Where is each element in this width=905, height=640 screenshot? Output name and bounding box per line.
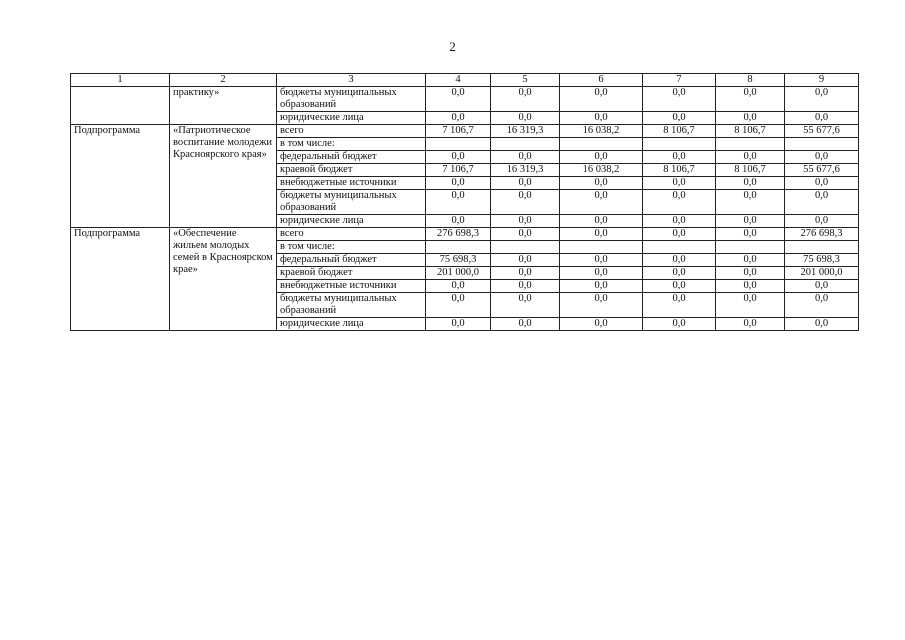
value-cell: 55 677,6 [785, 125, 859, 138]
value-cell [560, 241, 643, 254]
value-cell: 16 038,2 [560, 164, 643, 177]
value-cell: 8 106,7 [716, 164, 785, 177]
value-cell: 0,0 [643, 280, 716, 293]
funding-source: юридические лица [277, 215, 426, 228]
subprogram-type: Подпрограмма [71, 228, 170, 331]
funding-source: краевой бюджет [277, 164, 426, 177]
value-cell: 0,0 [491, 190, 560, 215]
value-cell: 0,0 [560, 280, 643, 293]
value-cell: 0,0 [426, 190, 491, 215]
value-cell: 0,0 [716, 267, 785, 280]
value-cell: 0,0 [643, 112, 716, 125]
value-cell: 0,0 [643, 87, 716, 112]
table-row [71, 125, 859, 138]
value-cell: 0,0 [785, 280, 859, 293]
value-cell: 0,0 [643, 254, 716, 267]
funding-source: внебюджетные источники [277, 280, 426, 293]
value-cell: 0,0 [785, 87, 859, 112]
value-cell: 16 038,2 [560, 125, 643, 138]
value-cell: 0,0 [426, 280, 491, 293]
value-cell: 0,0 [491, 112, 560, 125]
value-cell: 16 319,3 [491, 164, 560, 177]
header-row [71, 74, 859, 87]
table-row [71, 228, 859, 241]
value-cell: 0,0 [785, 112, 859, 125]
value-cell: 0,0 [426, 215, 491, 228]
value-cell: 276 698,3 [426, 228, 491, 241]
value-cell [491, 241, 560, 254]
value-cell: 0,0 [491, 318, 560, 331]
value-cell: 0,0 [643, 215, 716, 228]
value-cell: 0,0 [560, 254, 643, 267]
value-cell: 75 698,3 [785, 254, 859, 267]
value-cell [491, 138, 560, 151]
value-cell: 0,0 [560, 151, 643, 164]
value-cell [560, 138, 643, 151]
column-header: 1 [71, 74, 170, 87]
value-cell: 0,0 [560, 87, 643, 112]
value-cell: 0,0 [643, 177, 716, 190]
value-cell: 0,0 [491, 151, 560, 164]
value-cell: 0,0 [643, 151, 716, 164]
value-cell: 0,0 [491, 254, 560, 267]
funding-source: федеральный бюджет [277, 151, 426, 164]
value-cell: 0,0 [785, 293, 859, 318]
value-cell: 0,0 [716, 190, 785, 215]
value-cell: 0,0 [785, 151, 859, 164]
value-cell: 0,0 [643, 267, 716, 280]
value-cell: 0,0 [491, 87, 560, 112]
value-cell: 0,0 [785, 215, 859, 228]
value-cell [643, 241, 716, 254]
value-cell: 0,0 [643, 318, 716, 331]
value-cell: 0,0 [785, 318, 859, 331]
funding-source: бюджеты муниципальных образований [277, 87, 426, 112]
value-cell: 0,0 [716, 318, 785, 331]
value-cell: 0,0 [491, 267, 560, 280]
value-cell [426, 241, 491, 254]
value-cell: 16 319,3 [491, 125, 560, 138]
column-header: 8 [716, 74, 785, 87]
table-row [71, 87, 859, 112]
value-cell: 0,0 [716, 87, 785, 112]
value-cell: 0,0 [560, 190, 643, 215]
value-cell: 0,0 [716, 254, 785, 267]
value-cell: 276 698,3 [785, 228, 859, 241]
funding-source: всего [277, 228, 426, 241]
value-cell: 0,0 [716, 280, 785, 293]
funding-source: бюджеты муниципальных образований [277, 293, 426, 318]
column-header: 2 [170, 74, 277, 87]
value-cell [716, 138, 785, 151]
value-cell: 0,0 [785, 177, 859, 190]
value-cell: 0,0 [560, 267, 643, 280]
value-cell: 201 000,0 [426, 267, 491, 280]
value-cell: 8 106,7 [643, 125, 716, 138]
value-cell: 0,0 [491, 228, 560, 241]
funding-source: федеральный бюджет [277, 254, 426, 267]
value-cell: 8 106,7 [643, 164, 716, 177]
value-cell: 0,0 [560, 215, 643, 228]
value-cell [643, 138, 716, 151]
value-cell: 0,0 [560, 293, 643, 318]
subprogram-name: «Обеспечение жильем молодых семей в Красноярском крае» [170, 228, 277, 331]
page-number: 2 [449, 39, 456, 54]
funding-source: юридические лица [277, 112, 426, 125]
column-header: 6 [560, 74, 643, 87]
column-header: 4 [426, 74, 491, 87]
subprogram-name: практику» [170, 87, 277, 125]
value-cell: 7 106,7 [426, 164, 491, 177]
subprogram-type [71, 87, 170, 125]
value-cell: 0,0 [560, 318, 643, 331]
value-cell: 0,0 [426, 177, 491, 190]
funding-source: в том числе: [277, 138, 426, 151]
value-cell: 0,0 [643, 228, 716, 241]
value-cell: 0,0 [491, 293, 560, 318]
value-cell: 0,0 [716, 177, 785, 190]
funding-source: внебюджетные источники [277, 177, 426, 190]
value-cell: 0,0 [716, 151, 785, 164]
value-cell: 0,0 [491, 280, 560, 293]
value-cell: 0,0 [426, 87, 491, 112]
value-cell: 0,0 [426, 293, 491, 318]
value-cell: 0,0 [491, 177, 560, 190]
value-cell: 0,0 [426, 151, 491, 164]
funding-source: в том числе: [277, 241, 426, 254]
column-header: 3 [277, 74, 426, 87]
value-cell: 0,0 [716, 228, 785, 241]
value-cell: 0,0 [491, 215, 560, 228]
value-cell: 75 698,3 [426, 254, 491, 267]
value-cell: 201 000,0 [785, 267, 859, 280]
value-cell: 0,0 [560, 228, 643, 241]
value-cell: 8 106,7 [716, 125, 785, 138]
value-cell: 55 677,6 [785, 164, 859, 177]
value-cell: 0,0 [716, 293, 785, 318]
subprogram-type: Подпрограмма [71, 125, 170, 228]
budget-table [70, 73, 859, 331]
funding-source: бюджеты муниципальных образований [277, 190, 426, 215]
column-header: 5 [491, 74, 560, 87]
column-header: 7 [643, 74, 716, 87]
column-header: 9 [785, 74, 859, 87]
funding-source: краевой бюджет [277, 267, 426, 280]
value-cell: 7 106,7 [426, 125, 491, 138]
value-cell: 0,0 [426, 318, 491, 331]
funding-source: всего [277, 125, 426, 138]
value-cell [785, 138, 859, 151]
value-cell: 0,0 [560, 177, 643, 190]
value-cell [785, 241, 859, 254]
value-cell [426, 138, 491, 151]
value-cell [716, 241, 785, 254]
value-cell: 0,0 [785, 190, 859, 215]
funding-source: юридические лица [277, 318, 426, 331]
value-cell: 0,0 [716, 112, 785, 125]
value-cell: 0,0 [643, 190, 716, 215]
value-cell: 0,0 [643, 293, 716, 318]
value-cell: 0,0 [426, 112, 491, 125]
subprogram-name: «Патриотическое воспитание молодежи Красноярского края» [170, 125, 277, 228]
value-cell: 0,0 [560, 112, 643, 125]
value-cell: 0,0 [716, 215, 785, 228]
